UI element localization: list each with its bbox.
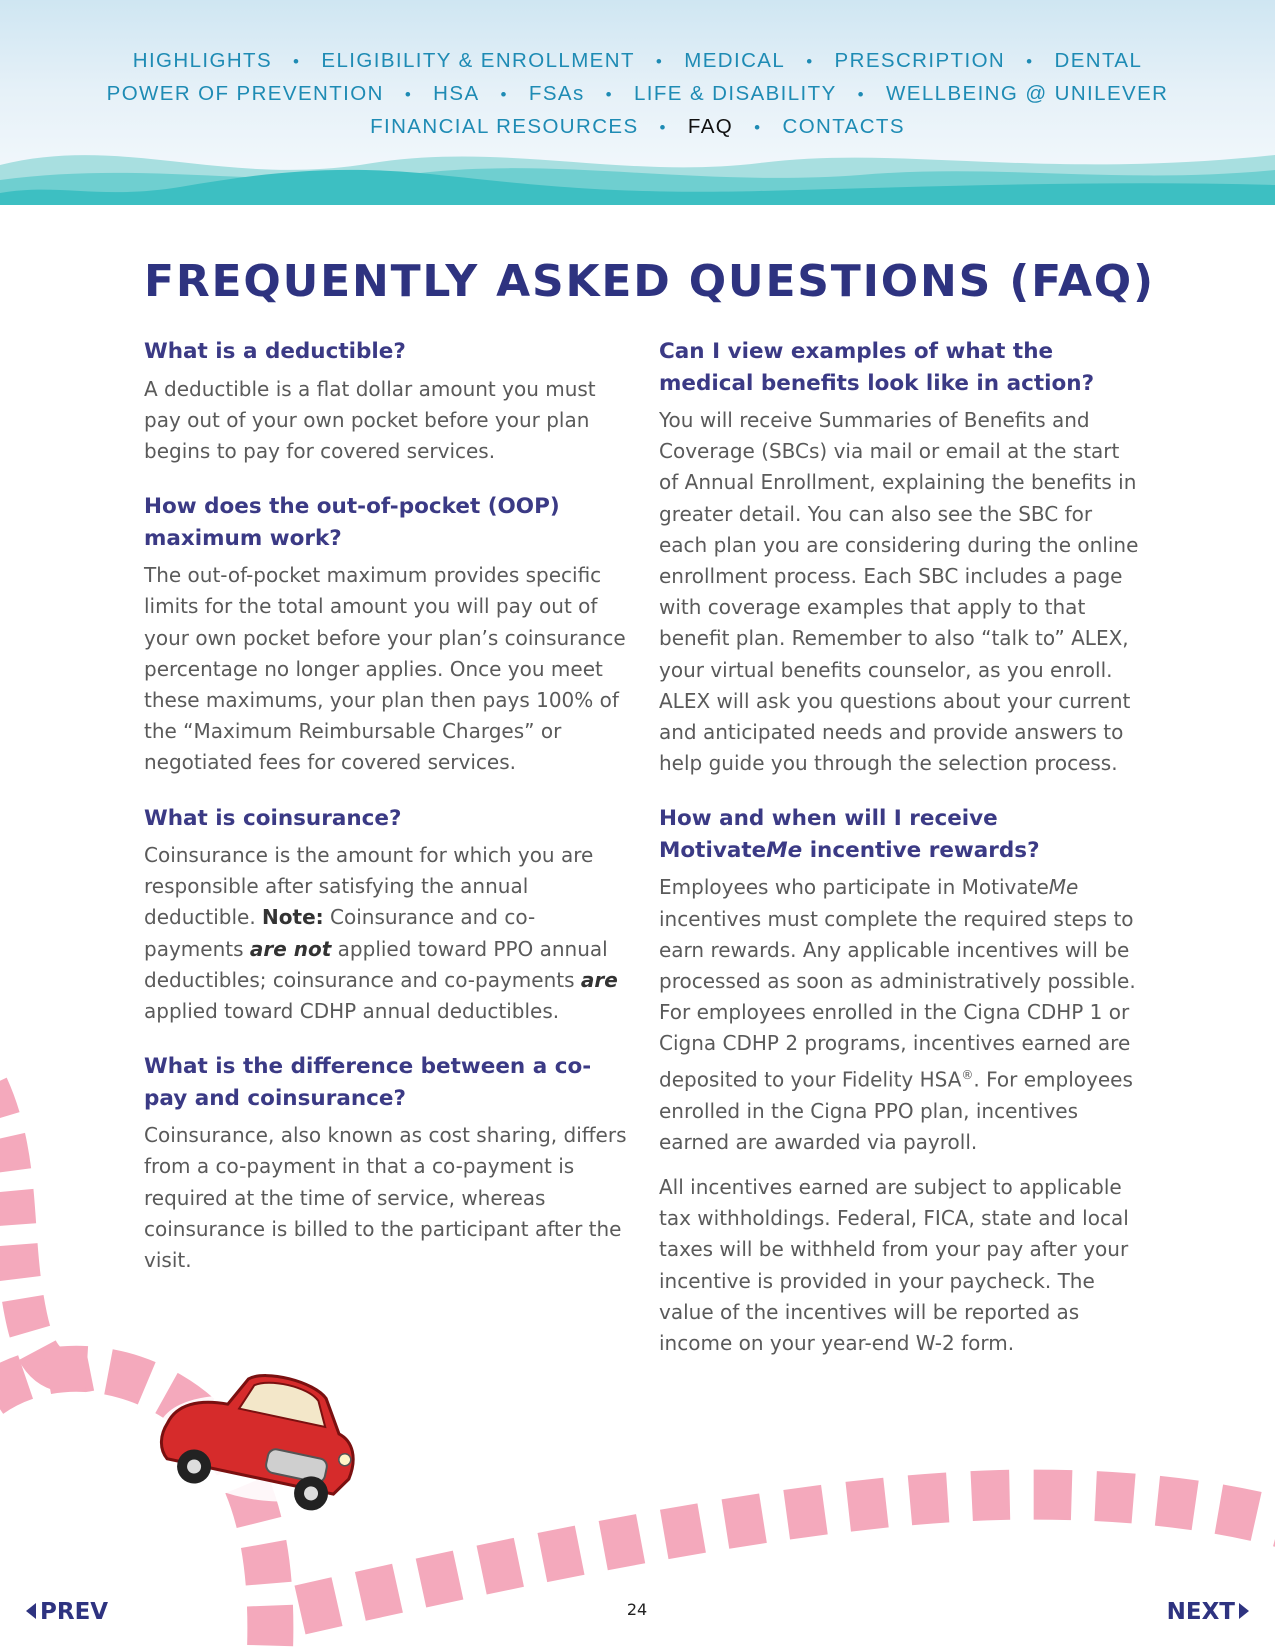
brand-emphasis: Me [766, 837, 803, 863]
faq-answer: Coinsurance, also known as cost sharing, differs from a co-payment in that a co-payment is required at the time of service, whereas coinsurance is billed to the participant after the visit. [144, 1123, 627, 1273]
registered-mark: ® [961, 1067, 974, 1082]
faq-question: What is a deductible? [144, 339, 406, 364]
nav-link-medical[interactable]: MEDICAL [684, 49, 786, 72]
faq-question: What is the difference between a co-pay and coinsurance? [144, 1054, 592, 1111]
question-text: incentive rewards? [809, 837, 1040, 863]
nav-separator: • [754, 118, 762, 137]
faq-answer [659, 872, 1144, 1157]
prev-button[interactable] [26, 1594, 108, 1630]
nav-separator: • [293, 52, 301, 71]
nav-link-hsa[interactable]: HSA [433, 82, 480, 105]
nav-link-dental[interactable]: DENTAL [1054, 49, 1143, 72]
question-text: How and when will I receive Motivate [659, 806, 998, 863]
answer-text: incentives must complete the required steps to earn rewards. Any applicable incentives will be processed as soon as administratively possible. For employees enrolled in the Cigna CDHP 1 or Cigna CDHP 2 programs, incentives earned are deposited to your Fidelity HSA [659, 906, 1136, 1092]
header-banner [0, 0, 1275, 205]
faq-answer: All incentives earned are subject to applicable tax withholdings. Federal, FICA, state and local taxes will be withheld from your pay after your incentive is provided in your paycheck. The value of the incentives will be reported as income on your year-end W-2 form. [659, 1174, 1129, 1355]
faq-answer: You will receive Summaries of Benefits and Coverage (SBCs) via mail or email at the start of Annual Enrollment, explaining the benefits in greater detail. You can also see the SBC for each plan you are considering during the online enrollment process. Each SBC includes a page with coverage examples that apply to that benefit plan. Remember to also “talk to” ALEX, your virtual benefits counselor, as you enroll. ALEX will ask you questions about your current and anticipated needs and provide answers to help guide you through the selection process. [659, 408, 1139, 776]
nav-row [0, 110, 1275, 143]
page-number: 24 [626, 1600, 648, 1619]
nav-separator: • [806, 52, 814, 71]
next-label: NEXT [1166, 1599, 1235, 1625]
nav-link-fsas[interactable]: FSAs [528, 82, 585, 105]
nav-row [0, 77, 1275, 110]
nav-separator: • [857, 85, 866, 104]
emphasis-text: are not [249, 936, 332, 961]
answer-text: . For employees enrolled in the Cigna PPO plan, incentives earned are awarded via payroll. [659, 1067, 1133, 1154]
faq-question [659, 803, 1144, 866]
nav-link-highlights[interactable]: HIGHLIGHTS [132, 49, 273, 72]
nav-separator: • [1026, 52, 1034, 71]
nav-separator: • [404, 85, 413, 104]
prev-label: PREV [40, 1599, 109, 1625]
nav-separator: • [659, 118, 667, 137]
nav-link-prescription[interactable]: PRESCRIPTION [834, 49, 1006, 72]
faq-answer [144, 840, 629, 1027]
nav-link-contacts[interactable]: CONTACTS [782, 115, 905, 138]
nav-link-life-disability[interactable]: LIFE & DISABILITY [633, 82, 837, 105]
answer-text: applied toward PPO annual deductibles; coinsurance and co-payments [144, 936, 608, 992]
faq-question: How does the out-of-pocket (OOP) maximum work? [144, 494, 560, 551]
faq-question: Can I view examples of what the medical benefits look like in action? [659, 339, 1095, 396]
faq-answer: The out-of-pocket maximum provides specific limits for the total amount you will pay out of your own pocket before your plan’s coinsurance percentage no longer applies. Once you meet these maximums, your plan then pays 100% of the “Maximum Reimbursable Charges” or negotiated fees for covered services. [144, 563, 626, 775]
top-navigation [0, 44, 1275, 143]
answer-text: Employees who participate in Motivate [659, 875, 1049, 900]
faq-answer: A deductible is a flat dollar amount you must pay out of your own pocket before your plan begins to pay for covered services. [144, 376, 596, 463]
nav-link-wellbeing[interactable]: WELLBEING @ UNILEVER [886, 82, 1169, 105]
brand-emphasis: Me [1048, 875, 1079, 900]
next-arrow-icon [1239, 1603, 1249, 1619]
nav-row [0, 44, 1275, 77]
answer-text: Coinsurance is the amount for which you are responsible after satisfying the annual deductible. [144, 843, 594, 930]
faq-left-column [144, 336, 629, 1276]
page-title: FREQUENTLY ASKED QUESTIONS (FAQ) [144, 256, 1155, 307]
faq-right-column [659, 336, 1144, 1359]
next-button[interactable] [1167, 1594, 1249, 1630]
note-label: Note: [262, 905, 324, 930]
nav-link-power-of-prevention[interactable]: POWER OF PREVENTION [106, 82, 384, 105]
nav-link-faq[interactable]: FAQ [687, 115, 734, 138]
answer-text: applied toward CDHP annual deductibles. [144, 999, 560, 1024]
nav-link-financial-resources[interactable]: FINANCIAL RESOURCES [370, 115, 639, 138]
nav-separator: • [605, 85, 613, 104]
nav-separator: • [500, 85, 508, 104]
answer-text: Coinsurance and co-payments [144, 905, 536, 961]
nav-link-eligibility-enrollment[interactable]: ELIGIBILITY & ENROLLMENT [321, 49, 635, 72]
faq-question: What is coinsurance? [144, 805, 402, 831]
nav-separator: • [655, 52, 664, 71]
emphasis-text: are [580, 967, 618, 992]
prev-arrow-icon [26, 1603, 36, 1619]
